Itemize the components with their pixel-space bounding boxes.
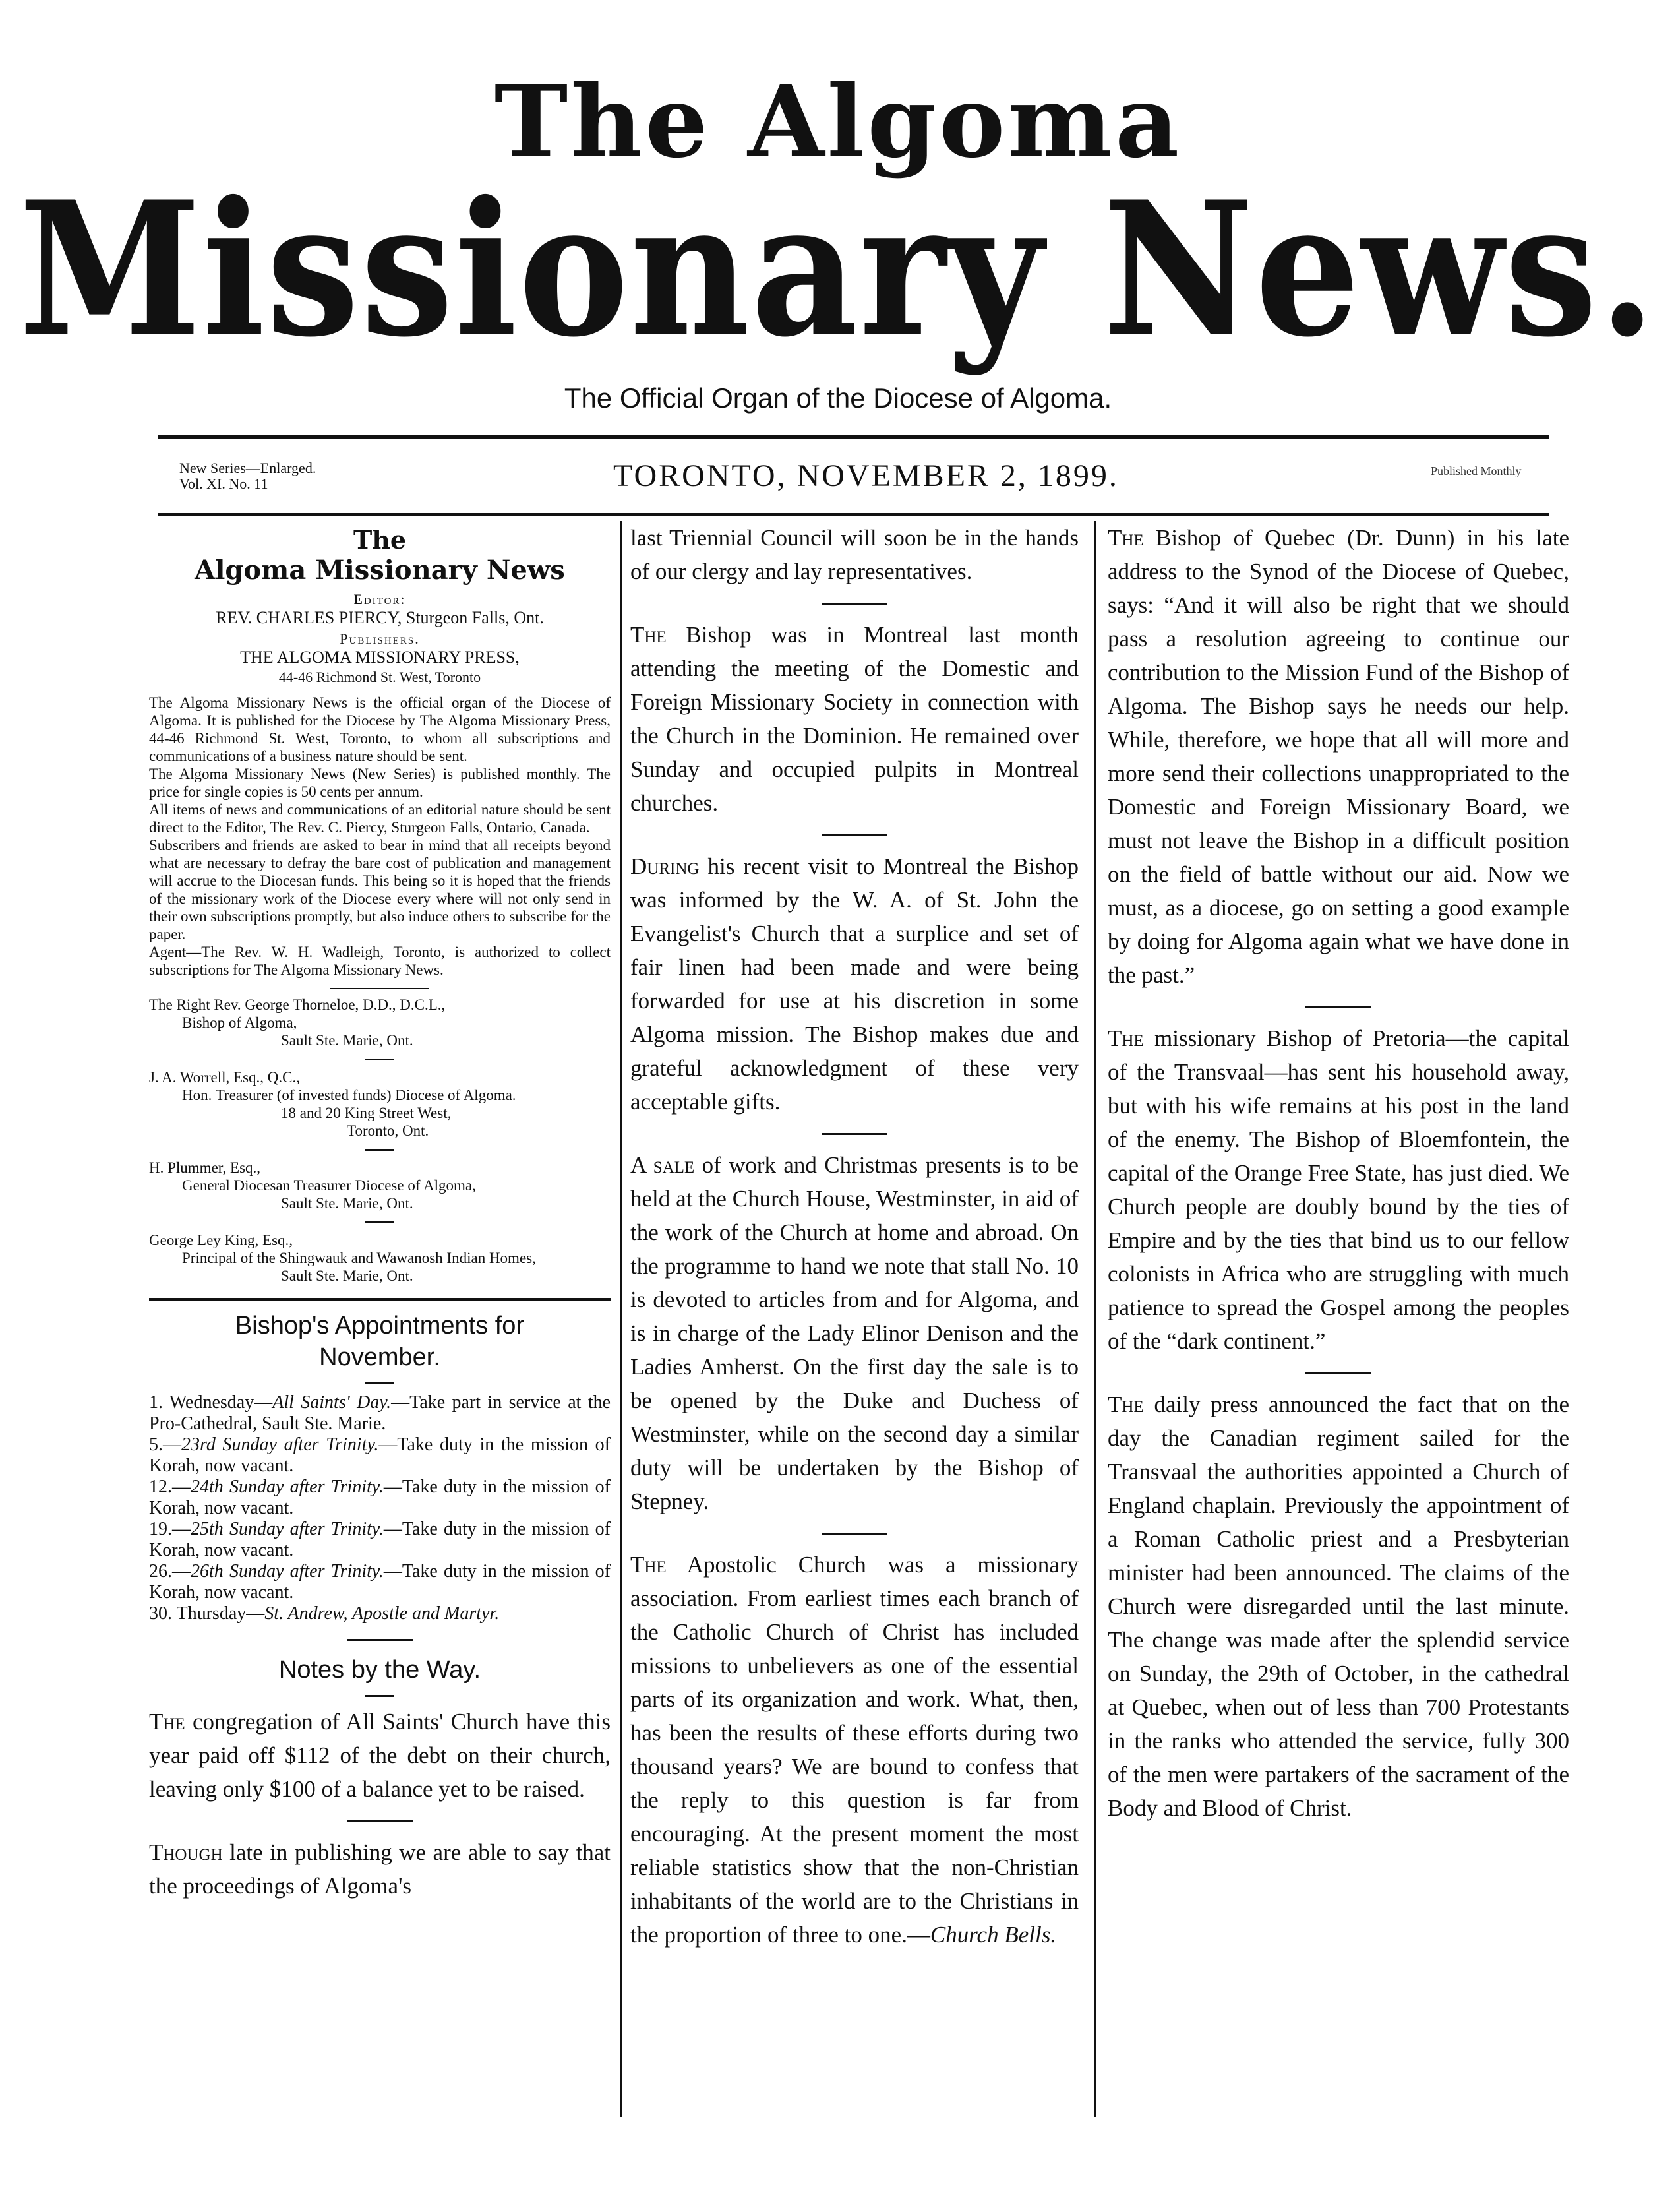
officer-principal [149, 1231, 611, 1285]
article-pretoria: The missionary Bishop of Pretoria—the capital of the Transvaal—has sent his household away, but with his wife remains at his post in the land of the enemy. The Bishop of Bloemfontein, the capital of the Orange Free State, has just died. We Church people are doubly bound by the ties of Empire and by the ties that bind us to our fellow colonists in Africa who are struggling with much patience to spread the Gospel among the peoples of the “dark continent.” [1108, 1026, 1569, 1354]
notes-divider [365, 1695, 394, 1697]
article-divider [1305, 1372, 1371, 1374]
notes-item-divider [347, 1820, 413, 1822]
notes-paragraph-1: The congregation of All Saints' Church have this year paid off $112 of the debt on their church, leaving only $100 of a balance yet to be raised. [149, 1709, 611, 1802]
article-bishop-montreal: The Bishop was in Montreal last month attending the meeting of the Domestic and Foreign Missionary Society in connection with the Church in the Dominion. He remained over Sunday and occupied pulpits in Montreal churches. [630, 622, 1079, 816]
publishers-label: Publishers. [340, 630, 420, 647]
officer-bishop [149, 996, 611, 1049]
appointments-heading-line1: Bishop's Appointments for [235, 1312, 525, 1339]
column-2 [630, 521, 1079, 2120]
officer-address: 18 and 20 King Street West, [281, 1105, 452, 1121]
appointment-item: 26.—26th Sunday after Trinity.—Take duty in the mission of Korah, now vacant. [149, 1561, 611, 1603]
issue-series: New Series—Enlarged. [179, 460, 316, 476]
editor-label: Editor: [353, 591, 406, 607]
officer-title: Bishop of Algoma, [182, 1014, 297, 1031]
publisher-name: THE ALGOMA MISSIONARY PRESS, [240, 648, 520, 667]
officer-general-treasurer [149, 1159, 611, 1212]
appointment-item: 1. Wednesday—All Saints' Day.—Take part in service at the Pro-Cathedral, Sault Ste. Marie. [149, 1392, 611, 1434]
article-divider [822, 1133, 887, 1135]
masthead-rule-top [158, 435, 1549, 439]
appointments-divider [365, 1382, 394, 1384]
info-paragraph-4: Subscribers and friends are asked to bear in mind that all receipts beyond what are necessary to defray the bare cost of publication and management will accrue to the Diocesan funds. This being so it is hoped that the friends of the missionary work of the Diocese every where will not only send in their own subscriptions promptly, but also induce others to subscribe for the paper. [149, 837, 611, 942]
column-3 [1108, 521, 1569, 2120]
officer-divider [365, 1149, 394, 1151]
article-continuation: last Triennial Council will soon be in the hands of our clergy and lay representatives. [630, 525, 1079, 584]
info-box-title: Algoma Missionary News [195, 555, 565, 586]
masthead-title-line2: Missionary News. [18, 160, 1658, 378]
appointments-heading-line2: November. [319, 1343, 440, 1371]
article-divider [822, 834, 887, 836]
info-paragraph-2: The Algoma Missionary News (New Series) is published monthly. The price for single copies is 50 cents per annum. [149, 766, 611, 800]
column-divider-2 [1094, 521, 1096, 2117]
article-transvaal-chaplain: The daily press announced the fact that on the day the Canadian regiment sailed for the Transvaal the authorities appointed a Church of England chaplain. Previously the appointment of a Roman Catholic priest and a Presbyterian minister had been announced. The claims of the Church were disregarded until the last minute. The change was made after the splendid service on Sunday, the 29th of October, in the cathedral at Quebec, when out of less than 700 Protestants in the ranks who attended the service, fully 300 of the men were partakers of the sacrament of the Body and Blood of Christ. [1108, 1392, 1569, 1821]
article-apostolic-church: The Apostolic Church was a missionary association. From earliest times each branch of the Catholic Church of Christ has included missions to unbelievers as one of the essential parts of its organization and work. What, then, has been the results of these efforts during two thousand years? We are bound to confess that the reply to this question is far from encouraging. At the present moment the most reliable statistics show that the non-Christian inhabitants of the world are to the Christians in the proportion of three to one.—Church Bells. [630, 1552, 1079, 1948]
appointments-heading [149, 1310, 611, 1373]
section-divider [347, 1639, 413, 1641]
section-rule [149, 1298, 611, 1301]
article-divider [822, 603, 887, 605]
issue-volume: Vol. XI. No. 11 [179, 476, 268, 492]
publisher-address: 44-46 Richmond St. West, Toronto [278, 669, 481, 685]
officer-divider [365, 1059, 394, 1060]
issue-right-note: Published Monthly [1431, 464, 1522, 477]
info-box-title-the: The [353, 525, 407, 555]
officer-name: George Ley King, Esq., [149, 1232, 293, 1248]
article-bishop-quebec: The Bishop of Quebec (Dr. Dunn) in his late address to the Synod of the Diocese of Quebec, says: “And it will also be right that we should pass a resolution agreeing to continue our contribution to the Mission Fund of the Bishop of Algoma. The Bishop says he needs our help. While, therefore, we hope that all will more and more send their collections unappropriated to the Domestic and Foreign Missionary Board, we must not leave the Bishop in a difficult position on the field of battle without our aid. Now we must, as a diocese, go on setting a good example by doing for Algoma again what we have done in the past.” [1108, 525, 1569, 988]
info-divider [330, 988, 429, 989]
info-paragraph-1: The Algoma Missionary News is the official organ of the Diocese of Algoma. It is published for the Diocese by The Algoma Missionary Press, 44-46 Richmond St. West, Toronto, to whom all subscriptions and communications of a business nature should be sent. [149, 694, 611, 764]
info-paragraph-5: Agent—The Rev. W. H. Wadleigh, Toronto, is authorized to collect subscriptions for The Algoma Missionary News. [149, 944, 611, 978]
masthead-rule-bottom [158, 513, 1549, 516]
article-divider [822, 1533, 887, 1535]
info-paragraph-3: All items of news and communications of an editorial nature should be sent direct to the Editor, The Rev. C. Piercy, Sturgeon Falls, Ontario, Canada. [149, 801, 611, 836]
officer-name: The Right Rev. George Thorneloe, D.D., D.C.L., [149, 997, 446, 1013]
notes-heading: Notes by the Way. [278, 1656, 481, 1684]
officer-divider [365, 1221, 394, 1223]
column-1 [149, 521, 611, 2120]
article-surplice-gift: During his recent visit to Montreal the Bishop was informed by the W. A. of St. John the Evangelist's Church that a surplice and set of fair linen had been made and were being forwarded for use at his discretion in some Algoma mission. The Bishop makes due and grateful acknowledgment of these very acceptable gifts. [630, 853, 1079, 1115]
masthead-title-line1: The Algoma [494, 64, 1182, 180]
notes-paragraph-2: Though late in publishing we are able to say that the proceedings of Algoma's [149, 1839, 611, 1899]
officer-title: Principal of the Shingwauk and Wawanosh Indian Homes, [182, 1250, 536, 1266]
article-church-house-sale: A sale of work and Christmas presents is to be held at the Church House, Westminster, in aid of the work of the Church at home and abroad. On the programme to hand we note that stall No. 10 is devoted to articles from and for Algoma, and is in charge of the Lady Elinor Denison and the Ladies Amherst. On the first day the sale is to be opened by the Duke and Duchess of Westminster, while on the second day a similar duty will be undertaken by the Bishop of Stepney. [630, 1152, 1079, 1514]
officer-address: Sault Ste. Marie, Ont. [281, 1032, 413, 1049]
officer-address: Sault Ste. Marie, Ont. [281, 1268, 413, 1284]
appointment-item: 5.—23rd Sunday after Trinity.—Take duty in the mission of Korah, now vacant. [149, 1434, 611, 1476]
appointment-item: 30. Thursday—St. Andrew, Apostle and Martyr. [149, 1603, 500, 1624]
officer-city: Toronto, Ont. [347, 1122, 429, 1139]
issue-series-volume [179, 460, 316, 492]
officer-title: General Diocesan Treasurer Diocese of Algoma, [182, 1177, 476, 1194]
column-divider-1 [620, 521, 622, 2117]
masthead-subtitle: The Official Organ of the Diocese of Algoma. [564, 383, 1112, 414]
officer-address: Sault Ste. Marie, Ont. [281, 1195, 413, 1212]
issue-date: TORONTO, NOVEMBER 2, 1899. [613, 458, 1119, 493]
appointment-item: 19.—25th Sunday after Trinity.—Take duty in the mission of Korah, now vacant. [149, 1519, 611, 1560]
officer-name: H. Plummer, Esq., [149, 1159, 261, 1176]
appointment-item: 12.—24th Sunday after Trinity.—Take duty in the mission of Korah, now vacant. [149, 1477, 611, 1518]
article-divider [1305, 1006, 1371, 1008]
editor-name: REV. CHARLES PIERCY, Sturgeon Falls, Ont. [216, 608, 544, 627]
officer-hon-treasurer [149, 1068, 611, 1140]
officer-name: J. A. Worrell, Esq., Q.C., [149, 1069, 301, 1086]
officer-title: Hon. Treasurer (of invested funds) Diocese of Algoma. [182, 1087, 516, 1103]
